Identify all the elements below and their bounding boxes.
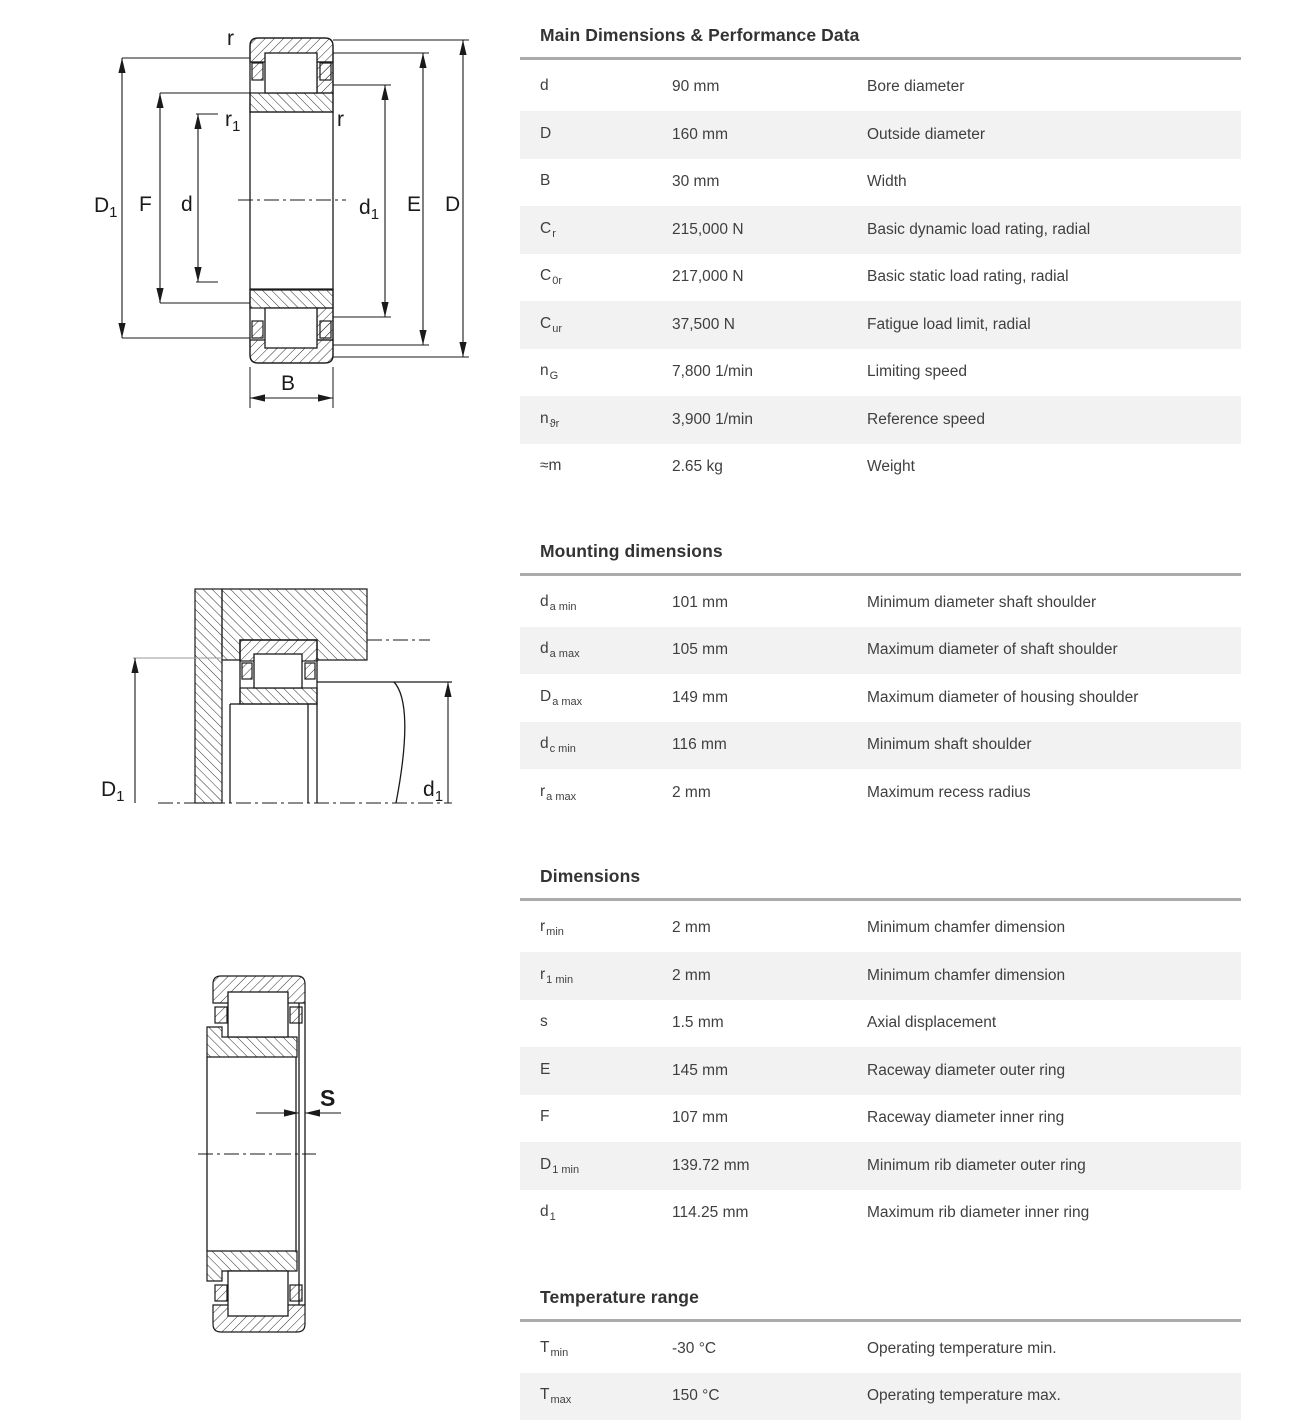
symbol-cell: [540, 1013, 672, 1033]
symbol-subscript: 1: [549, 1211, 556, 1224]
table-row: [520, 1373, 1241, 1421]
section-rows: [520, 905, 1241, 1238]
symbol-subscript: min: [546, 926, 564, 939]
symbol-cell: [540, 125, 672, 145]
symbol-cell: [540, 783, 672, 803]
symbol-cell: [540, 315, 672, 335]
table-row: [520, 64, 1241, 112]
value-cell: 145 mm: [672, 1061, 728, 1079]
dimension-label-D1: $D_1$: [101, 778, 125, 805]
spec-section: [520, 22, 1241, 491]
dimension-label-r-right: r: [337, 108, 344, 131]
description-cell: Width: [867, 173, 907, 191]
spec-section: [520, 863, 1241, 1237]
dimension-label-B: B: [281, 372, 296, 395]
drawing-mounting-dimensions: [101, 589, 452, 805]
symbol-base: F: [540, 1108, 550, 1126]
symbol-subscript: 1 min: [546, 973, 574, 986]
symbol-base: D: [540, 687, 552, 705]
table-row: [520, 396, 1241, 444]
table-row: [520, 952, 1241, 1000]
dimension-label-D1: $D_1$: [94, 194, 118, 221]
description-cell: Maximum rib diameter inner ring: [867, 1204, 1090, 1222]
description-cell: Weight: [867, 458, 915, 476]
dimension-label-d1: $d_1$: [359, 196, 380, 223]
table-row: [520, 349, 1241, 397]
symbol-base: n: [540, 362, 549, 380]
symbol-base: C: [540, 314, 552, 332]
table-row: [520, 111, 1241, 159]
table-row: [520, 1190, 1241, 1238]
symbol-base: ≈m: [540, 457, 562, 475]
symbol-subscript: G: [549, 370, 559, 383]
symbol-cell: [540, 593, 672, 613]
value-cell: 149 mm: [672, 688, 728, 706]
symbol-base: d: [540, 1203, 549, 1221]
technical-drawings: [0, 0, 520, 1423]
symbol-subscript: c min: [549, 743, 576, 756]
description-cell: Limiting speed: [867, 363, 967, 381]
drawing-main-dimensions: [94, 27, 469, 408]
symbol-base: B: [540, 172, 551, 190]
symbol-cell: [540, 1108, 672, 1128]
description-cell: Maximum recess radius: [867, 783, 1031, 801]
symbol-base: r: [540, 782, 546, 800]
symbol-cell: [540, 966, 672, 986]
symbol-subscript: 0r: [552, 275, 562, 288]
symbol-cell: [540, 362, 672, 382]
section-divider: [520, 898, 1241, 901]
dimension-label-r-top: r: [227, 27, 234, 50]
symbol-cell: [540, 1061, 672, 1081]
table-row: [520, 1095, 1241, 1143]
symbol-cell: [540, 688, 672, 708]
description-cell: Fatigue load limit, radial: [867, 315, 1031, 333]
symbol-base: T: [540, 1386, 550, 1404]
symbol-base: D: [540, 1155, 552, 1173]
symbol-cell: [540, 267, 672, 287]
symbol-subscript: ur: [552, 322, 562, 335]
value-cell: 3,900 1/min: [672, 410, 753, 428]
table-row: [520, 1000, 1241, 1048]
dimension-label-E: E: [407, 193, 422, 216]
symbol-base: r: [540, 918, 546, 936]
table-row: [520, 905, 1241, 953]
symbol-cell: [540, 1203, 672, 1223]
table-row: [520, 159, 1241, 207]
symbol-subscript: a min: [549, 600, 577, 613]
description-cell: Axial displacement: [867, 1014, 997, 1032]
symbol-cell: [540, 457, 672, 477]
symbol-cell: [540, 77, 672, 97]
table-row: [520, 254, 1241, 302]
value-cell: 2 mm: [672, 919, 711, 937]
symbol-cell: [540, 220, 672, 240]
spec-tables: [520, 0, 1241, 1420]
value-cell: 217,000 N: [672, 268, 744, 286]
table-row: [520, 769, 1241, 817]
dimension-label-F: F: [139, 193, 152, 216]
value-cell: 2.65 kg: [672, 458, 723, 476]
table-row: [520, 206, 1241, 254]
value-cell: 105 mm: [672, 641, 728, 659]
section-divider: [520, 573, 1241, 576]
value-cell: 150 °C: [672, 1387, 720, 1405]
value-cell: 114.25 mm: [672, 1204, 749, 1222]
description-cell: Bore diameter: [867, 78, 965, 96]
description-cell: Minimum chamfer dimension: [867, 919, 1066, 937]
table-row: [520, 444, 1241, 492]
drawing-axial-displacement: [198, 976, 341, 1332]
section-title: Dimensions: [540, 866, 641, 886]
value-cell: 215,000 N: [672, 220, 744, 238]
symbol-subscript: 1 min: [552, 1163, 580, 1176]
value-cell: 90 mm: [672, 78, 720, 96]
value-cell: 1.5 mm: [672, 1014, 724, 1032]
symbol-base: d: [540, 640, 549, 658]
description-cell: Minimum rib diameter outer ring: [867, 1156, 1086, 1174]
section-rows: [520, 1325, 1241, 1420]
dimension-label-r1: $r_1$: [225, 108, 241, 135]
symbol-base: n: [540, 409, 549, 427]
value-cell: -30 °C: [672, 1339, 717, 1357]
section-title: Temperature range: [540, 1286, 699, 1307]
section-rows: [520, 64, 1241, 492]
spec-section: [520, 1284, 1241, 1421]
dimension-label-D: D: [445, 193, 461, 216]
description-cell: Raceway diameter inner ring: [867, 1109, 1065, 1127]
section-rows: [520, 579, 1241, 817]
dimension-label-d: d: [181, 193, 193, 216]
value-cell: 30 mm: [672, 173, 720, 191]
spec-section: [520, 538, 1241, 817]
description-cell: Minimum diameter shaft shoulder: [867, 593, 1097, 611]
description-cell: Raceway diameter outer ring: [867, 1061, 1066, 1079]
description-cell: Operating temperature min.: [867, 1339, 1057, 1357]
description-cell: Maximum diameter of shaft shoulder: [867, 641, 1118, 659]
symbol-base: d: [540, 592, 549, 610]
description-cell: Maximum diameter of housing shoulder: [867, 688, 1139, 706]
symbol-cell: [540, 1156, 672, 1176]
symbol-subscript: a max: [549, 648, 580, 661]
table-row: [520, 1047, 1241, 1095]
value-cell: 2 mm: [672, 783, 711, 801]
dimension-label-d1: $d_1$: [423, 778, 444, 805]
description-cell: Basic static load rating, radial: [867, 268, 1069, 286]
symbol-subscript: a max: [552, 695, 583, 708]
description-cell: Minimum shaft shoulder: [867, 736, 1032, 754]
section-title: Main Dimensions & Performance Data: [540, 25, 860, 45]
symbol-cell: [540, 1386, 672, 1406]
description-cell: Outside diameter: [867, 125, 986, 143]
table-row: [520, 301, 1241, 349]
section-divider: [520, 1319, 1241, 1322]
symbol-cell: [540, 640, 672, 660]
table-row: [520, 627, 1241, 675]
symbol-base: C: [540, 219, 552, 237]
symbol-subscript: a max: [546, 790, 577, 803]
value-cell: 139.72 mm: [672, 1156, 750, 1174]
symbol-base: d: [540, 77, 549, 95]
section-title: Mounting dimensions: [540, 540, 723, 561]
description-cell: Reference speed: [867, 410, 986, 428]
symbol-cell: [540, 918, 672, 938]
symbol-base: r: [540, 965, 546, 983]
symbol-base: E: [540, 1060, 551, 1078]
symbol-base: s: [540, 1013, 548, 1031]
symbol-cell: [540, 1339, 672, 1359]
table-row: [520, 722, 1241, 770]
symbol-subscript: ϑr: [549, 417, 560, 430]
value-cell: 7,800 1/min: [672, 363, 753, 381]
value-cell: 2 mm: [672, 966, 711, 984]
symbol-cell: [540, 735, 672, 755]
value-cell: 101 mm: [672, 593, 728, 611]
symbol-base: D: [540, 124, 552, 142]
table-row: [520, 674, 1241, 722]
symbol-subscript: max: [550, 1394, 572, 1407]
description-cell: Minimum chamfer dimension: [867, 966, 1066, 984]
table-row: [520, 1325, 1241, 1373]
symbol-cell: [540, 172, 672, 192]
symbol-base: d: [540, 735, 549, 753]
dimension-label-S: S: [320, 1085, 336, 1111]
value-cell: 116 mm: [672, 736, 727, 754]
value-cell: 160 mm: [672, 125, 728, 143]
symbol-cell: [540, 410, 672, 430]
symbol-base: T: [540, 1338, 550, 1356]
symbol-subscript: min: [550, 1346, 569, 1359]
description-cell: Basic dynamic load rating, radial: [867, 220, 1091, 238]
table-row: [520, 1142, 1241, 1190]
symbol-subscript: r: [552, 227, 556, 240]
symbol-base: C: [540, 267, 552, 285]
section-divider: [520, 57, 1241, 60]
table-row: [520, 579, 1241, 627]
description-cell: Operating temperature max.: [867, 1387, 1061, 1405]
value-cell: 37,500 N: [672, 315, 735, 333]
value-cell: 107 mm: [672, 1109, 728, 1127]
